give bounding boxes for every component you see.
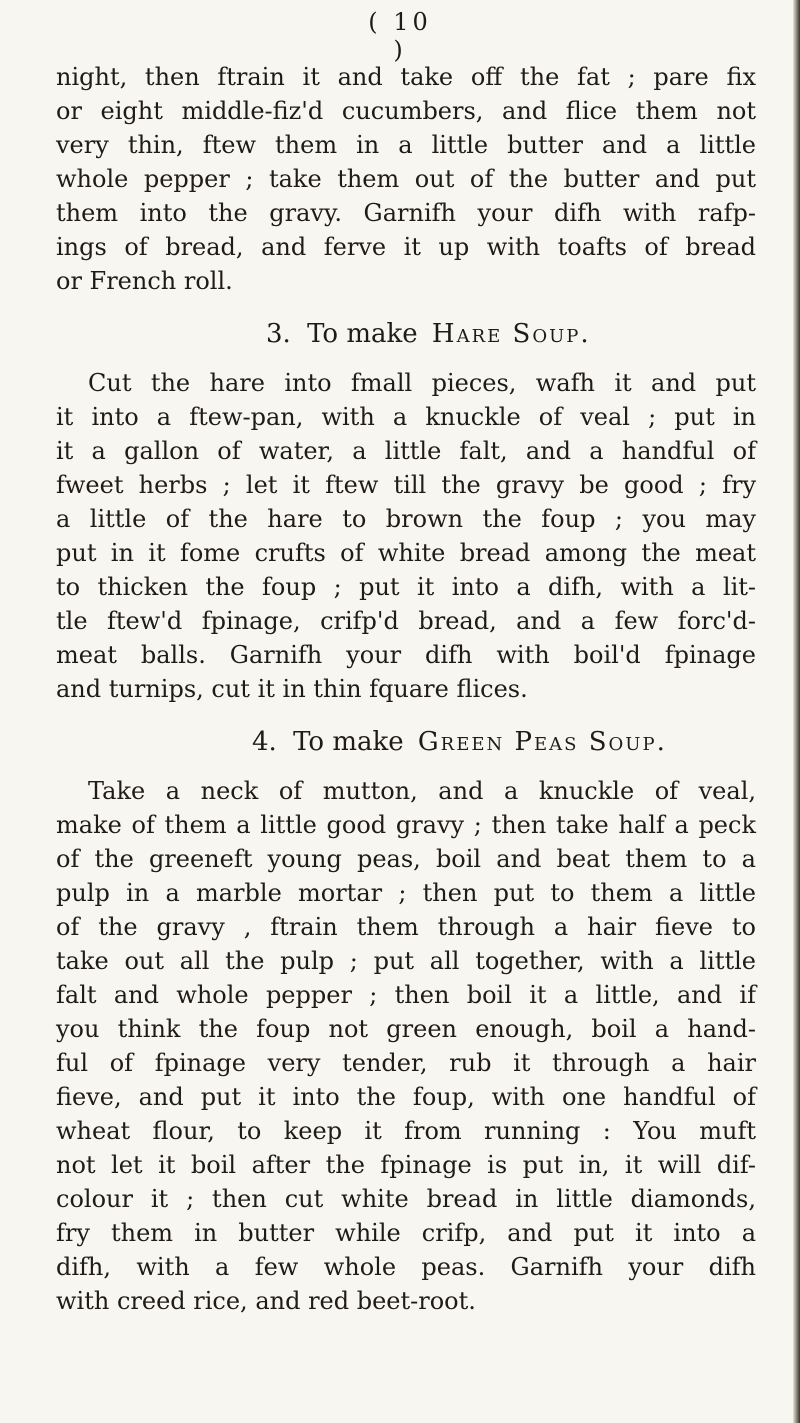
text-line: falt and whole pepper ; then boil it a little, and if <box>56 981 756 1009</box>
text-line: ful of fpinage very tender, rub it through a hair <box>56 1049 756 1077</box>
text-line: or French roll. <box>56 267 233 295</box>
text-line: very thin, ftew them in a little butter and a little <box>56 131 756 159</box>
text-line: them into the gravy. Garnifh your difh with rafp- <box>56 199 756 227</box>
text-line: fry them in butter while crifp, and put it into a <box>56 1219 756 1247</box>
section-title-main: Green Peas Soup. <box>417 727 667 757</box>
text-line: Cut the hare into fmall pieces, wafh it and put <box>88 369 756 397</box>
text-line: fieve, and put it into the foup, with one handful of <box>56 1083 756 1111</box>
text-line: to thicken the foup ; put it into a difh, with a lit- <box>56 573 756 601</box>
text-line: night, then ftrain it and take off the fat ; pare fix <box>56 63 756 91</box>
page-number: ( 10 ) <box>368 8 432 64</box>
section-number: 4. <box>252 727 277 757</box>
text-line: put in it fome crufts of white bread among the meat <box>56 539 756 567</box>
page-edge-shadow <box>793 0 800 1423</box>
text-line: pulp in a marble mortar ; then put to them a little <box>56 879 756 907</box>
section-heading-hare-soup <box>56 316 756 352</box>
text-line: take out all the pulp ; put all together, with a little <box>56 947 756 975</box>
text-line: difh, with a few whole peas. Garnifh your difh <box>56 1253 756 1281</box>
text-line: colour it ; then cut white bread in little diamonds, <box>56 1185 756 1213</box>
text-line: meat balls. Garnifh your difh with boil'd fpinage <box>56 641 756 669</box>
hare-soup-paragraph <box>56 366 756 706</box>
text-line: you think the foup not green enough, boil a hand- <box>56 1015 756 1043</box>
text-line: wheat flour, to keep it from running : You muft <box>56 1117 756 1145</box>
page-text <box>56 60 756 1318</box>
section-title-lead: To make <box>293 727 404 757</box>
text-line: Take a neck of mutton, and a knuckle of veal, <box>88 777 756 805</box>
text-line: with creed rice, and red beet-root. <box>56 1287 476 1315</box>
text-line: or eight middle-fiz'd cucumbers, and flice them not <box>56 97 756 125</box>
section-heading-green-peas-soup <box>56 724 756 760</box>
text-line: of the greeneft young peas, boil and beat them to a <box>56 845 756 873</box>
text-line: whole pepper ; take them out of the butter and put <box>56 165 756 193</box>
section-number: 3. <box>266 319 291 349</box>
text-line: of the gravy , ftrain them through a hair fieve to <box>56 913 756 941</box>
text-line: a little of the hare to brown the foup ; you may <box>56 505 756 533</box>
text-line: and turnips, cut it in thin fquare flices. <box>56 675 528 703</box>
text-line: it a gallon of water, a little falt, and a handful of <box>56 437 756 465</box>
text-line: ings of bread, and ferve it up with toafts of bread <box>56 233 756 261</box>
section-title-lead: To make <box>307 319 418 349</box>
text-line: make of them a little good gravy ; then take half a peck <box>56 811 756 839</box>
section-title-main: Hare Soup. <box>431 319 591 349</box>
text-line: fweet herbs ; let it ftew till the gravy be good ; fry <box>56 471 756 499</box>
intro-paragraph <box>56 60 756 298</box>
text-line: it into a ftew-pan, with a knuckle of veal ; put in <box>56 403 756 431</box>
text-line: not let it boil after the fpinage is put in, it will dif- <box>56 1151 756 1179</box>
text-line: tle ftew'd fpinage, crifp'd bread, and a few forc'd- <box>56 607 756 635</box>
green-peas-soup-paragraph <box>56 774 756 1318</box>
